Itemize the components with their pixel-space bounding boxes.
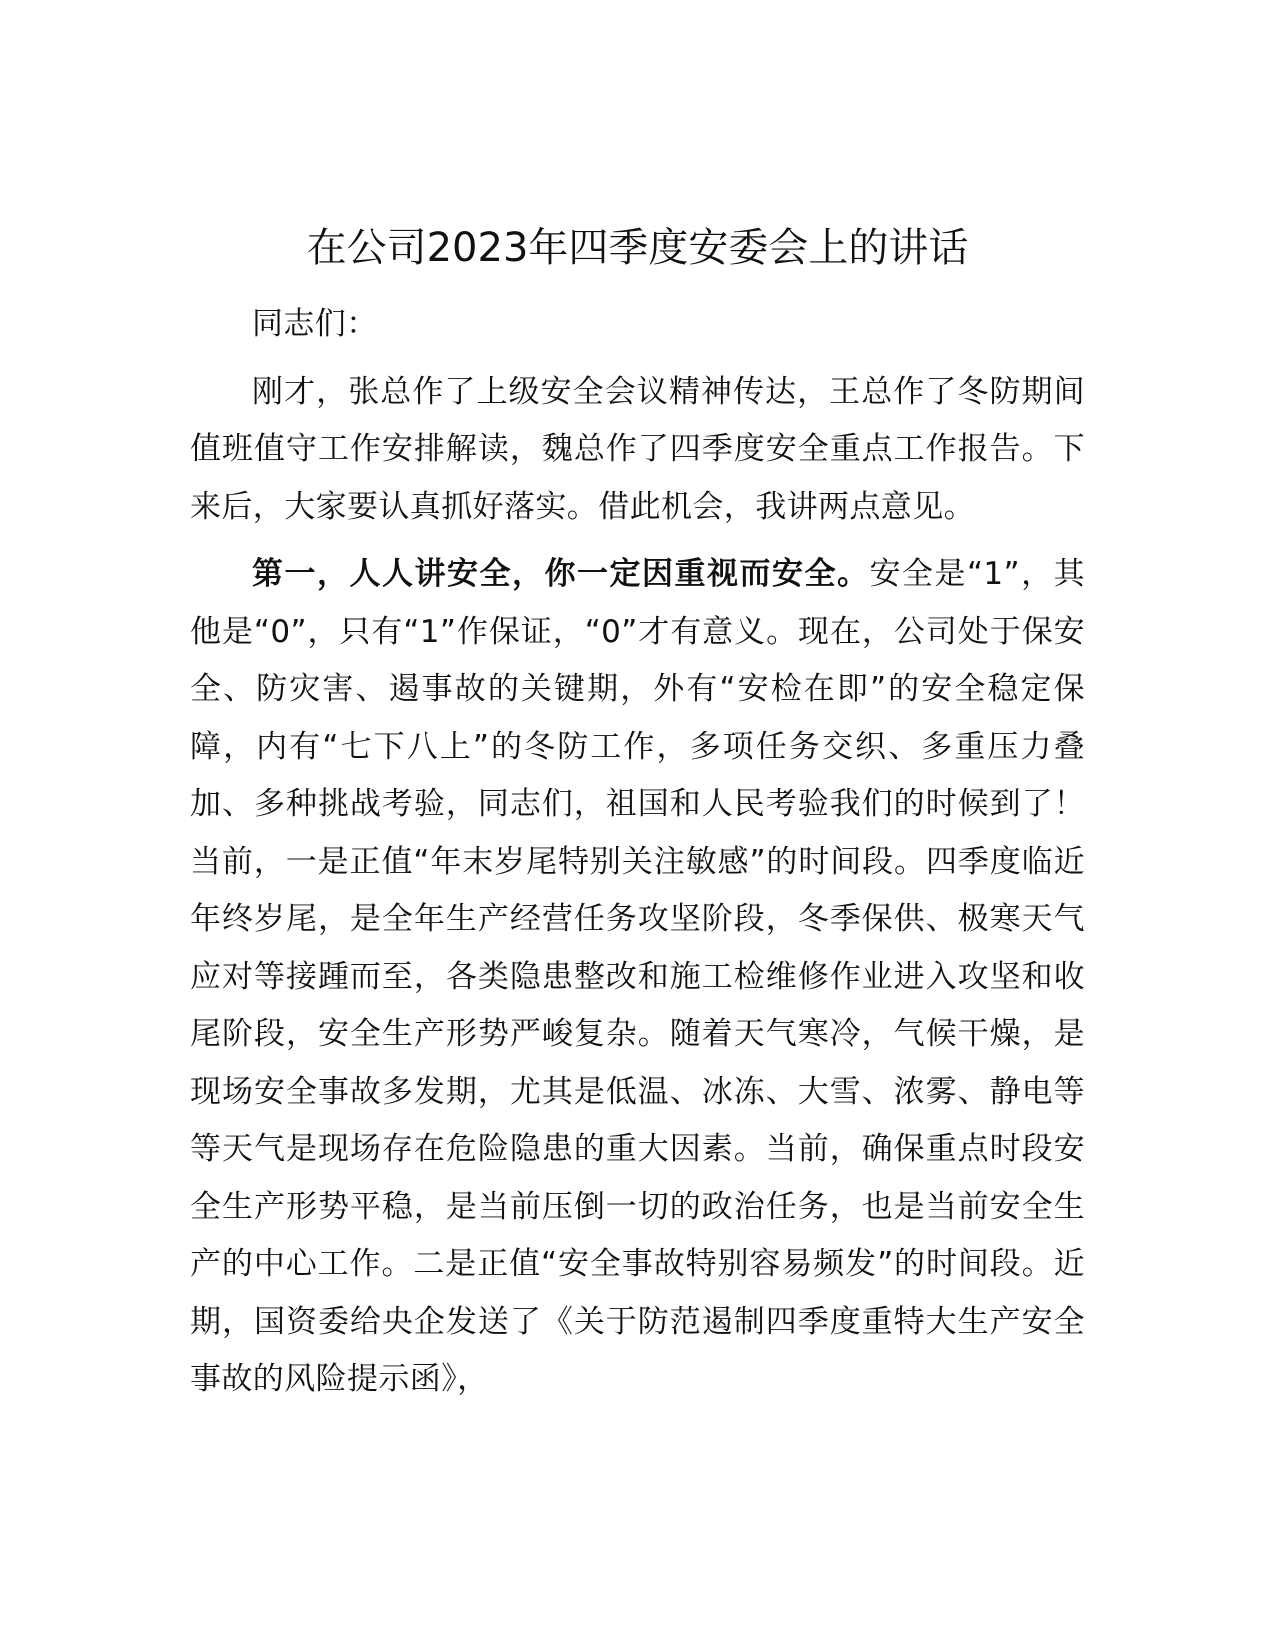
paragraph-first-point-body: 安全是“1”，其他是“0”，只有“1”作保证，“0”才有意义。现在，公司处于保安全、防灾害、遏事故的关键期，外有“安检在即”的安全稳定保障，内有“七下八上”的冬防工作，多项任务交织、多重压力叠加、多种挑战考验，同志们，祖国和人民考验我们的时候到了！当前，一是正值“年末岁尾特别关注敏感”的时间段。四季度临近年终岁尾，是全年生产经营任务攻坚阶段，冬季保供、极寒天气应对等接踵而至，各类隐患整改和施工检维修作业进入攻坚和收尾阶段，安全生产形势严峻复杂。随着天气寒冷，气候干燥，是现场安全事故多发期，尤其是低温、冰冻、大雪、浓雾、静电等等天气是现场存在危险隐患的重大因素。当前，确保重点时段安全生产形势平稳，是当前压倒一切的政治任务，也是当前安全生产的中心工作。二是正值“安全事故特别容易频发”的时间段。近期，国资委给央企发送了《关于防范遏制四季度重特大生产安全事故的风险提示函》， xyxy=(190,556,1085,1397)
paragraph-first-point xyxy=(190,546,1085,1409)
paragraph-first-point-lead: 第一，人人讲安全，你一定因重视而安全。 xyxy=(252,556,870,592)
paragraph-opening: 刚才，张总作了上级安全会议精神传达，王总作了冬防期间值班值守工作安排解读，魏总作了四季度安全重点工作报告。下来后，大家要认真抓好落实。借此机会，我讲两点意见。 xyxy=(190,373,1085,525)
salutation: 同志们： xyxy=(252,306,378,342)
document-title: 在公司2023年四季度安委会上的讲话 xyxy=(306,225,969,271)
document-body xyxy=(190,296,1085,1409)
